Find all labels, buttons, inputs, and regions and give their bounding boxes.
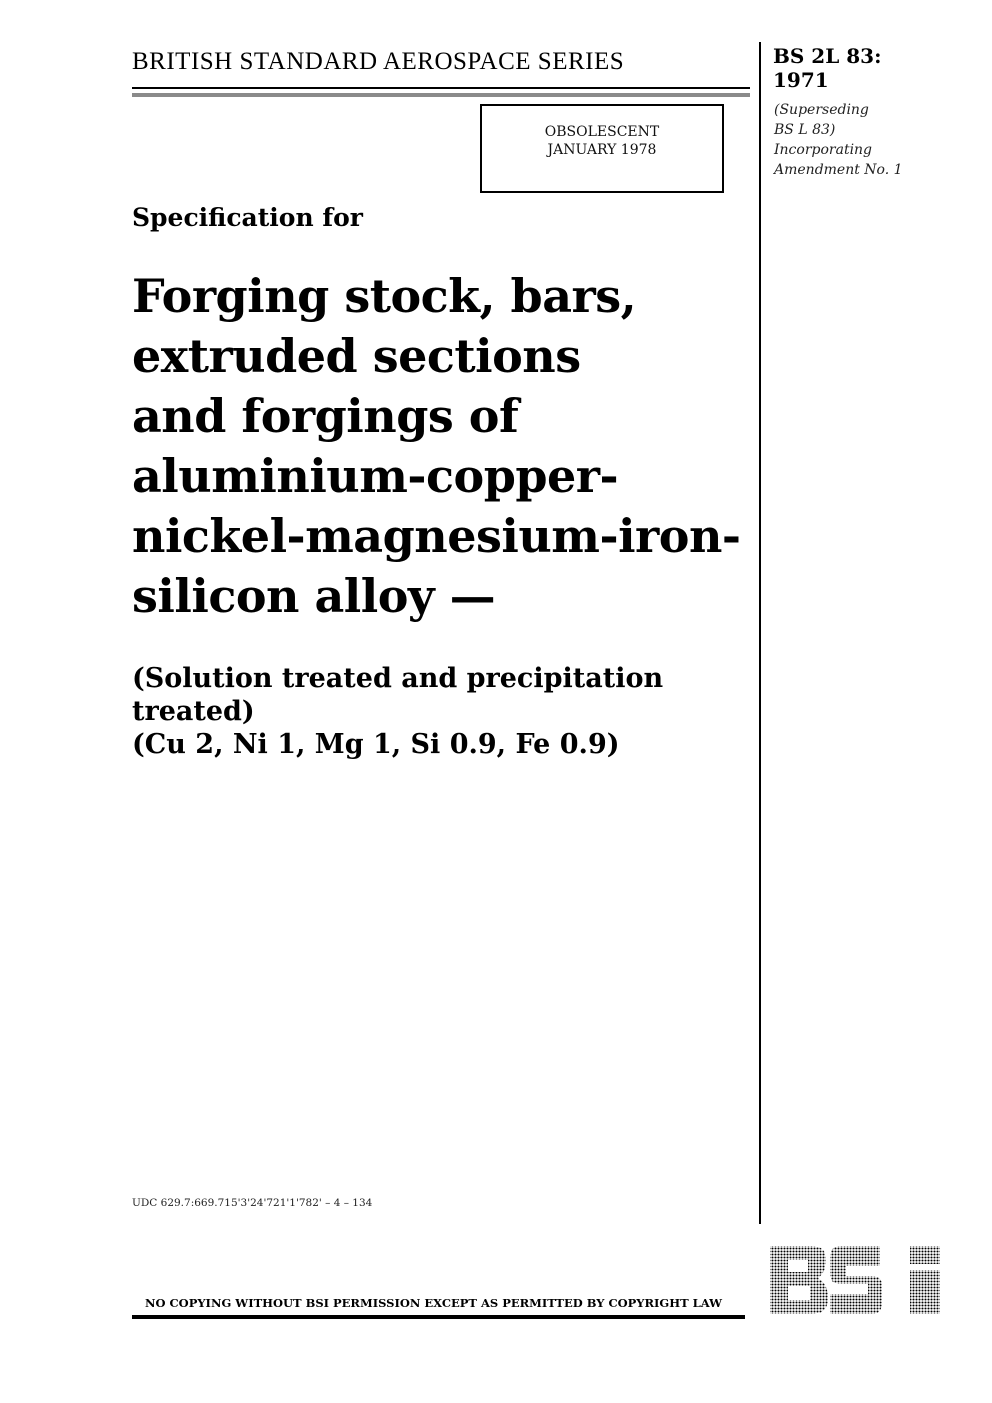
obsolescent-date: JANUARY 1978 bbox=[547, 142, 657, 158]
series-heading: BRITISH STANDARD AEROSPACE SERIES bbox=[132, 48, 625, 75]
copyright-notice: NO COPYING WITHOUT BSI PERMISSION EXCEPT AS PERMITTED BY COPYRIGHT LAW bbox=[145, 1296, 723, 1310]
title-line: Forging stock, bars, bbox=[132, 269, 637, 323]
subtitle-line: treated) bbox=[132, 696, 255, 727]
document-subtitle bbox=[132, 662, 663, 761]
obsolescent-box bbox=[480, 104, 724, 193]
standard-year-line: 1971 bbox=[773, 68, 829, 92]
superseding-note bbox=[774, 100, 903, 180]
bsi-logo bbox=[768, 1244, 944, 1316]
superseding-line: BS L 83) bbox=[774, 122, 836, 138]
standard-number-line: BS 2L 83: bbox=[773, 44, 882, 68]
superseding-line: (Superseding bbox=[774, 102, 869, 118]
footer-rule bbox=[132, 1315, 745, 1319]
title-line: nickel-magnesium-iron- bbox=[132, 509, 741, 563]
title-line: silicon alloy — bbox=[132, 569, 496, 623]
document-title bbox=[132, 266, 741, 626]
subtitle-line: (Solution treated and precipitation bbox=[132, 663, 664, 694]
standard-number bbox=[773, 44, 881, 92]
header-rule-grey bbox=[132, 93, 750, 97]
superseding-line: Incorporating bbox=[774, 142, 873, 158]
column-divider bbox=[759, 42, 761, 1224]
title-line: extruded sections bbox=[132, 329, 581, 383]
title-line: and forgings of bbox=[132, 389, 519, 443]
superseding-line: Amendment No. 1 bbox=[774, 162, 903, 178]
obsolescent-label: OBSOLESCENT bbox=[544, 124, 660, 140]
specification-for-label: Specification for bbox=[132, 203, 363, 232]
header-rule bbox=[132, 87, 750, 89]
udc-code: UDC 629.7:669.715'3'24'721'1'782' – 4 – 134 bbox=[132, 1197, 373, 1209]
subtitle-line: (Cu 2, Ni 1, Mg 1, Si 0.9, Fe 0.9) bbox=[132, 729, 620, 760]
title-line: aluminium-copper- bbox=[132, 449, 619, 503]
